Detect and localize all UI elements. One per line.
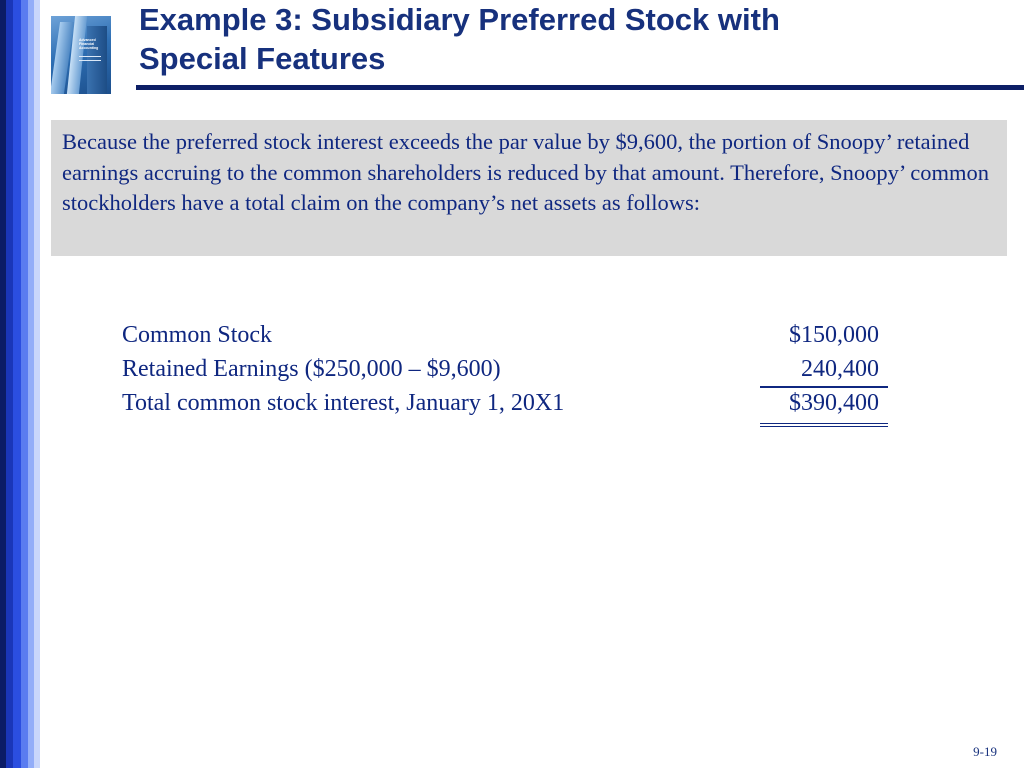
decorative-stripe — [13, 0, 21, 768]
decorative-stripe — [6, 0, 13, 768]
row-amount: $150,000 — [789, 322, 879, 348]
book-cover-title-line: Financial — [79, 42, 95, 46]
total-double-rule — [760, 423, 888, 427]
schedule-row-common-stock — [122, 318, 888, 352]
book-cover-rule — [79, 56, 101, 57]
book-cover-rule — [79, 60, 101, 61]
decorative-stripe — [34, 0, 40, 768]
row-label: Total common stock interest, January 1, 20X1 — [122, 390, 565, 416]
row-amount: 240,400 — [801, 356, 879, 382]
decorative-stripe — [21, 0, 28, 768]
book-cover-image — [51, 16, 111, 94]
row-amount: $390,400 — [789, 390, 879, 416]
book-cover-title-line: Advanced — [79, 38, 96, 42]
book-cover-title — [79, 38, 109, 50]
slide-title-line-1: Example 3: Subsidiary Preferred Stock with — [139, 2, 780, 37]
schedule-row-retained-earnings — [122, 352, 888, 386]
book-cover-title-line: Accounting — [79, 46, 99, 50]
claim-schedule — [122, 318, 888, 420]
schedule-row-total — [122, 386, 888, 420]
row-label: Common Stock — [122, 322, 273, 348]
page-number: 9-19 — [973, 744, 997, 759]
callout-box: Because the preferred stock interest exceeds the par value by $9,600, the portion of Snoopy’ retained earnings accruing to the common shareholders is reduced by that amount. Therefore, Snoopy’ common stockholders have a total claim on the company’s net assets as follows: — [51, 120, 1007, 256]
slide-title — [139, 0, 1009, 78]
title-underline — [136, 85, 1024, 90]
slide-title-line-2: Special Features — [139, 41, 386, 76]
row-label: Retained Earnings ($250,000 – $9,600) — [122, 356, 501, 382]
